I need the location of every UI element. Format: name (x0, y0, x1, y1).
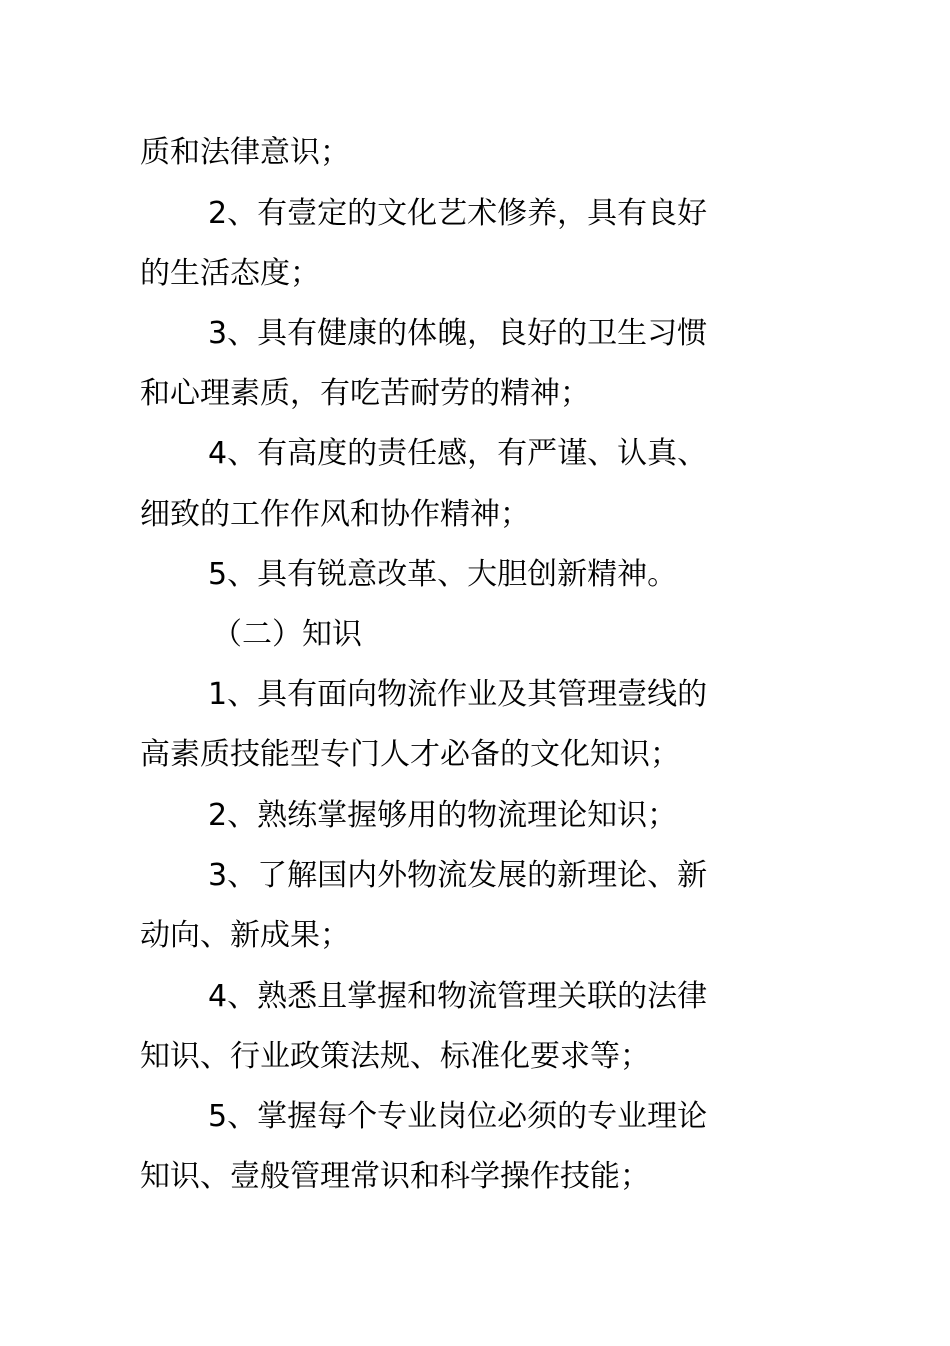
text-line-continuation: 细致的工作作风和协作精神； (140, 497, 530, 532)
text-line-continuation: 的生活态度； (140, 256, 320, 291)
list-item-knowledge-1: 1、具有面向物流作业及其管理壹线的 (208, 677, 708, 712)
text-line-continuation: 质和法律意识； (140, 135, 350, 170)
list-item-attitude-4: 4、有高度的责任感，有严谨、认真、 (208, 436, 708, 471)
text-line-continuation: 知识、壹般管理常识和科学操作技能； (140, 1159, 650, 1194)
list-item-attitude-5: 5、具有锐意改革、大胆创新精神。 (208, 557, 678, 592)
list-item-attitude-3: 3、具有健康的体魄，良好的卫生习惯 (208, 316, 708, 351)
text-line-continuation: 和心理素质，有吃苦耐劳的精神； (140, 376, 590, 411)
list-item-knowledge-5: 5、掌握每个专业岗位必须的专业理论 (208, 1099, 708, 1134)
list-item-knowledge-3: 3、了解国内外物流发展的新理论、新 (208, 858, 708, 893)
list-item-knowledge-4: 4、熟悉且掌握和物流管理关联的法律 (208, 979, 708, 1014)
list-item-knowledge-2: 2、熟练掌握够用的物流理论知识； (208, 798, 678, 833)
text-line-continuation: 动向、新成果； (140, 918, 350, 953)
text-line-continuation: 知识、行业政策法规、标准化要求等； (140, 1039, 650, 1074)
list-item-attitude-2: 2、有壹定的文化艺术修养，具有良好 (208, 196, 708, 231)
section-heading-knowledge: （二）知识 (212, 617, 362, 652)
text-line-continuation: 高素质技能型专门人才必备的文化知识； (140, 737, 680, 772)
